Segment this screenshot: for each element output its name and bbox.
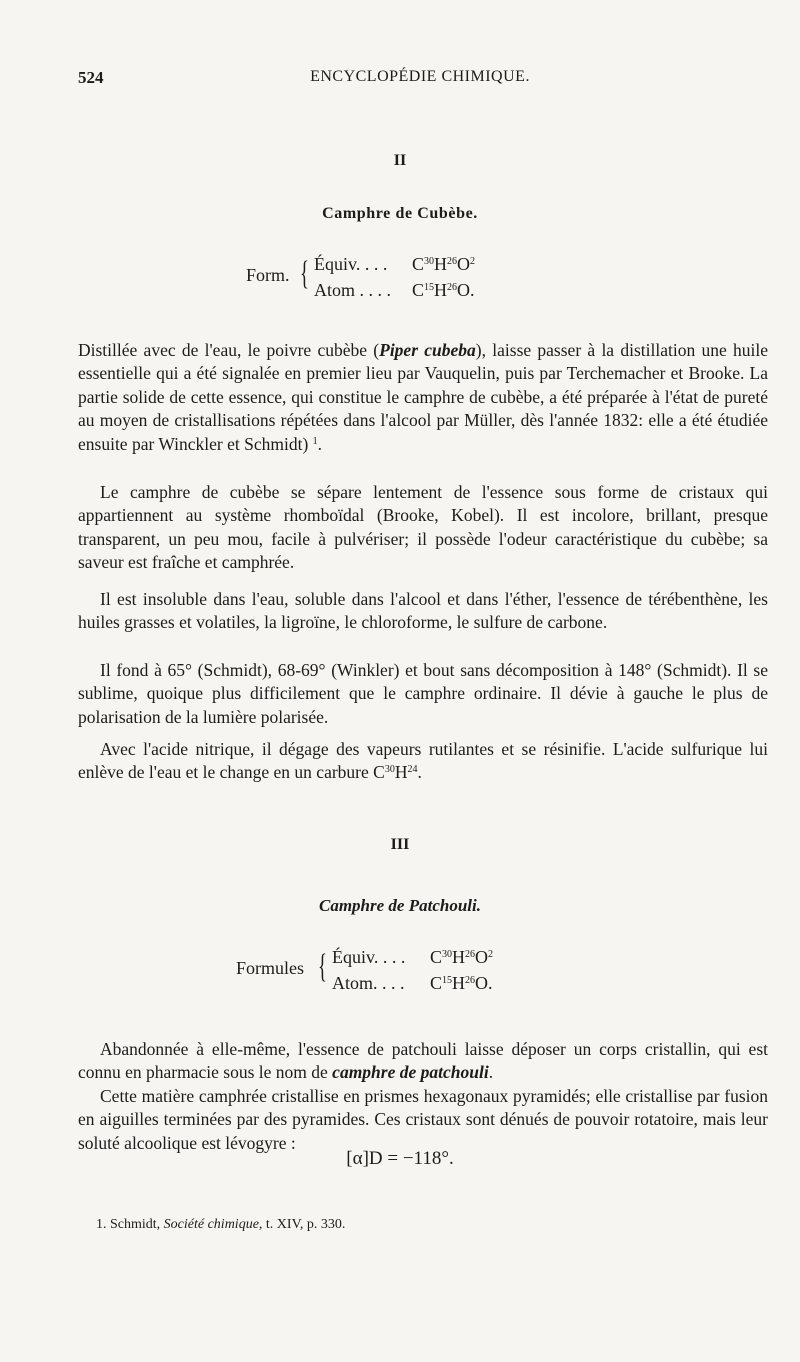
formula-row (332, 969, 493, 995)
brace-icon: { (318, 948, 327, 985)
formula-label: Form. (246, 265, 290, 285)
brace-icon: { (300, 255, 309, 292)
running-title: ENCYCLOPÉDIE CHIMIQUE. (310, 68, 530, 85)
section-numeral: III (390, 836, 410, 853)
page-number: 524 (78, 68, 104, 87)
section-title: Camphre de Patchouli. (319, 896, 481, 915)
paragraph: Avec l'acide nitrique, il dégage des vapeurs rutilantes et se résinifie. L'acide sulfurique lui enlève de l'eau et le change en un carbure $C^{30}H^{24}$. (78, 739, 768, 783)
formula-kind: Équiv. . . . (332, 947, 406, 967)
paragraph: Abandonnée à elle-même, l'essence de patchouli laisse déposer un corps cristallin, qui est connu en pharmacie sous le nom de camphre de patchouli. (78, 1039, 768, 1083)
formula-label: Formules (236, 958, 305, 978)
formula-block (246, 250, 586, 310)
formula-kind: Atom. . . . (332, 973, 405, 993)
rotation-formula: [α]D = −118°. (346, 1148, 454, 1169)
formula-block (236, 943, 596, 1003)
formula-row (332, 943, 493, 969)
formula-kind: Équiv. . . . (314, 254, 388, 274)
paragraph: Il est insoluble dans l'eau, soluble dans l'alcool et dans l'éther, l'essence de térébenthène, les huiles grasses et volatiles, la ligroïne, le chloroforme, le sulfure de carbone. (78, 589, 768, 633)
paragraph: Cette matière camphrée cristallise en prismes hexagonaux pyramidés; elle cristallise par fusion en aiguilles terminées par des pyramides. Ces cristaux sont dénués de pouvoir rotatoire, mais leur soluté alcoolique est lévogyre : (78, 1086, 768, 1153)
paragraph: Distillée avec de l'eau, le poivre cubèbe (Piper cubeba), laisse passer à la distillation une huile essentielle qui a été signalée en premier lieu par Vauquelin, puis par Terchemacher et Brooke. La partie solide de cette essence, qui constitue le camphre de cubèbe, a été préparée à l'état de pureté au moyen de cristallisations répétées dans l'alcool par Müller, dès l'année 1832: elle a été étudiée ensuite par Winckler et Schmidt) $^1$. (78, 340, 768, 454)
paragraph: Il fond à 65° (Schmidt), 68-69° (Winkler) et bout sans décomposition à 148° (Schmidt). Il se sublime, quoique plus difficilement que le camphre ordinaire. Il dévie à gauche le plus de polarisation de la lumière polarisée. (78, 660, 768, 727)
formula-kind: Atom . . . . (314, 280, 392, 300)
formula-value: $C^{30}H^{26}O^2$ (412, 254, 476, 274)
section-title: Camphre de Cubèbe. (322, 205, 478, 222)
formula-value: $C^{15}H^{26}O$. (430, 973, 493, 993)
paragraph: Le camphre de cubèbe se sépare lentement de l'essence sous forme de cristaux qui appartiennent au système rhomboïdal (Brooke, Kobel). Il est incolore, brillant, presque transparent, un peu mou, facile à pulvériser; il possède l'odeur caractéristique du cubèbe; sa saveur est fraîche et camphrée. (78, 482, 768, 573)
formula-row (314, 276, 475, 302)
footnote: 1. Schmidt, Société chimique, t. XIV, p. 330. (96, 1217, 346, 1232)
formula-value: $C^{15}H^{26}O$. (412, 280, 475, 300)
section-numeral: II (393, 152, 407, 169)
formula-value: $C^{30}H^{26}O^2$ (430, 947, 494, 967)
page-header (78, 68, 762, 92)
formula-row (314, 250, 475, 276)
